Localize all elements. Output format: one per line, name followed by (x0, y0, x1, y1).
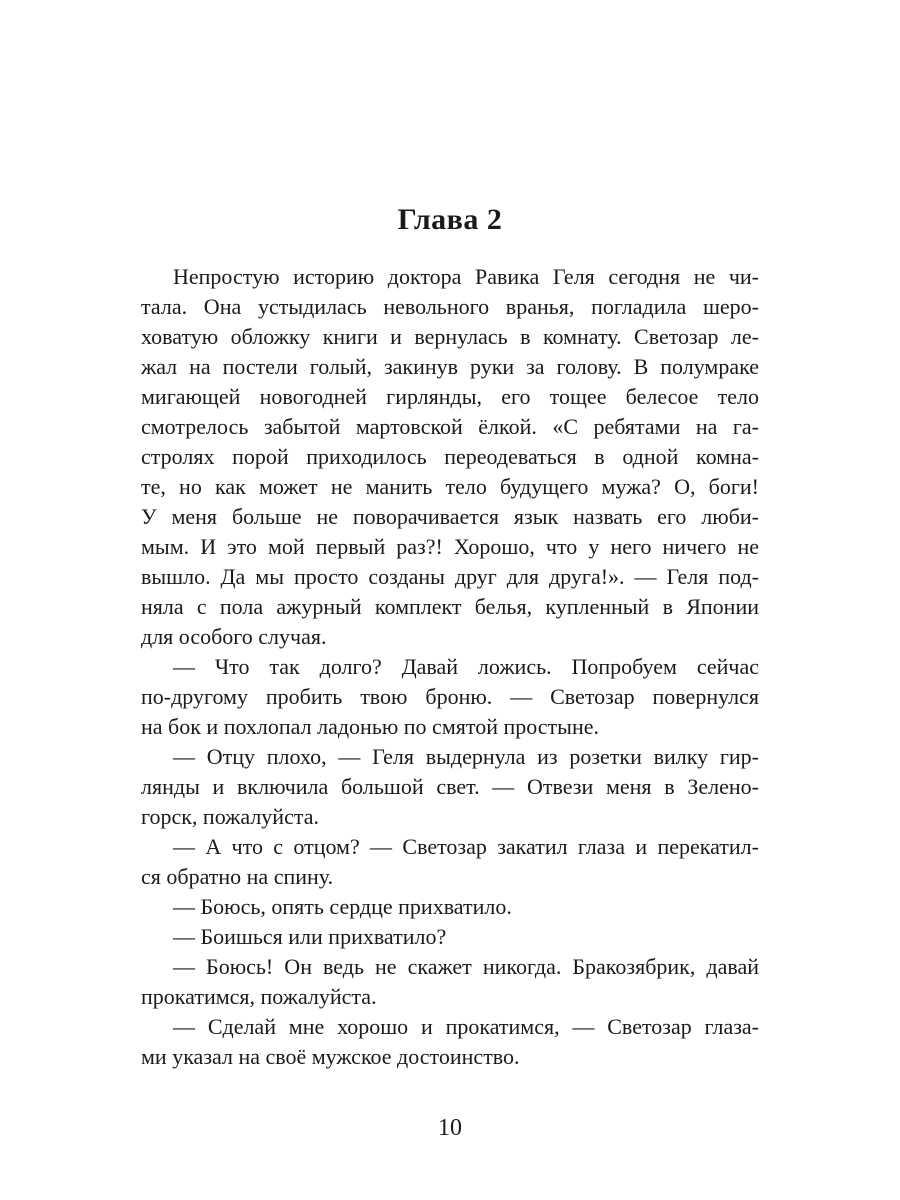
text-line: мым. И это мой первый раз?! Хорошо, что у него ничего не (141, 534, 759, 559)
text-line: — А что с отцом? — Светозар закатил глаза и перекатил- (173, 834, 759, 859)
text-line: для особого случая. (141, 624, 327, 649)
text-line: — Боюсь! Он ведь не скажет никогда. Бракозябрик, давай (173, 954, 759, 979)
text-line: Непростую историю доктора Равика Геля сегодня не чи- (173, 264, 759, 289)
text-line: лянды и включила большой свет. — Отвези меня в Зелено- (141, 774, 759, 799)
text-line: вышло. Да мы просто созданы друг для друга!». — Геля под- (141, 564, 759, 589)
page-number: 10 (438, 1115, 462, 1141)
text-line: ховатую обложку книги и вернулась в комнату. Светозар ле- (141, 324, 759, 349)
text-line: жал на постели голый, закинув руки за голову. В полумраке (141, 354, 759, 379)
text-line: на бок и похлопал ладонью по смятой простыне. (141, 714, 599, 739)
text-line: стролях порой приходилось переодеваться в одной комна- (141, 444, 759, 469)
text-line: — Отцу плохо, — Геля выдернула из розетки вилку гир- (173, 744, 759, 769)
chapter-body-text (141, 262, 759, 1072)
text-line: — Сделай мне хорошо и прокатимся, — Светозар глаза- (173, 1014, 759, 1039)
text-line: мигающей новогодней гирлянды, его тощее белесое тело (141, 384, 759, 409)
chapter-title: Глава 2 (397, 203, 503, 236)
text-line: горск, пожалуйста. (141, 804, 319, 829)
text-line: тала. Она устыдилась невольного вранья, погладила шеро- (141, 294, 759, 319)
text-line: У меня больше не поворачивается язык назвать его люби- (141, 504, 759, 529)
text-line: ми указал на своё мужское достоинство. (141, 1044, 520, 1069)
text-line: — Что так долго? Давай ложись. Попробуем сейчас (173, 654, 759, 679)
text-line: прокатимся, пожалуйста. (141, 984, 377, 1009)
text-line: смотрелось забытой мартовской ёлкой. «С ребятами на га- (141, 414, 759, 439)
text-line: те, но как может не манить тело будущего мужа? О, боги! (141, 474, 759, 499)
text-line: няла с пола ажурный комплект белья, купленный в Японии (141, 594, 759, 619)
text-line: по-другому пробить твою броню. — Светозар повернулся (141, 684, 759, 709)
text-line: ся обратно на спину. (141, 864, 334, 889)
text-line: — Боишься или прихватило? (173, 924, 447, 949)
text-line: — Боюсь, опять сердце прихватило. (173, 894, 512, 919)
